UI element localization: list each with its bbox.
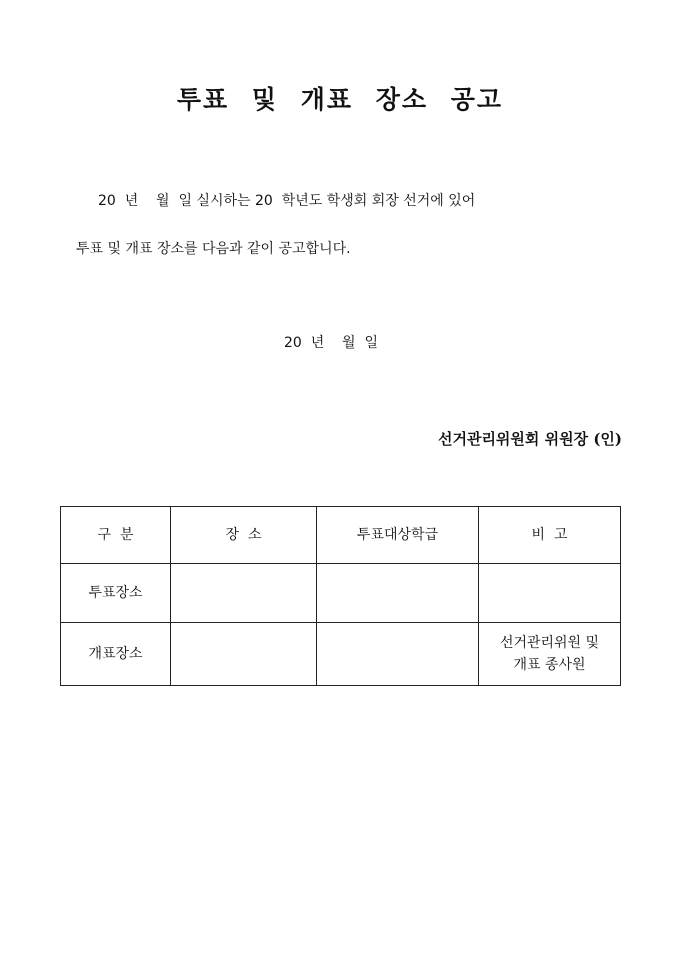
- place-cell: [171, 623, 317, 686]
- header-place: 장 소: [171, 507, 317, 564]
- table-row-voting-place: [61, 564, 621, 623]
- body-paragraph-line-1: 20 년 월 일 실시하는 20 학년도 학생회 회장 선거에 있어: [98, 193, 476, 209]
- header-note: 비 고: [479, 507, 621, 564]
- place-cell: [171, 564, 317, 623]
- header-target-classes: 투표대상학급: [317, 507, 479, 564]
- note-cell: [479, 564, 621, 623]
- table-header-row: [61, 507, 621, 564]
- body-paragraph-line-2: 투표 및 개표 장소를 다음과 같이 공고합니다.: [76, 241, 351, 257]
- row-label-cell: 투표장소: [61, 564, 171, 623]
- document-title: 투표 및 개표 장소 공고: [176, 85, 504, 114]
- location-table: [60, 506, 621, 686]
- table-row-counting-place: [61, 623, 621, 686]
- note-cell: 선거관리위원 및 개표 종사원: [479, 623, 621, 686]
- classes-cell: [317, 564, 479, 623]
- row-label-cell: 개표장소: [61, 623, 171, 686]
- classes-cell: [317, 623, 479, 686]
- signature-line: 선거관리위원회 위원장 (인): [437, 430, 622, 448]
- announcement-date: 20 년 월 일: [284, 335, 378, 351]
- header-category: 구 분: [61, 507, 171, 564]
